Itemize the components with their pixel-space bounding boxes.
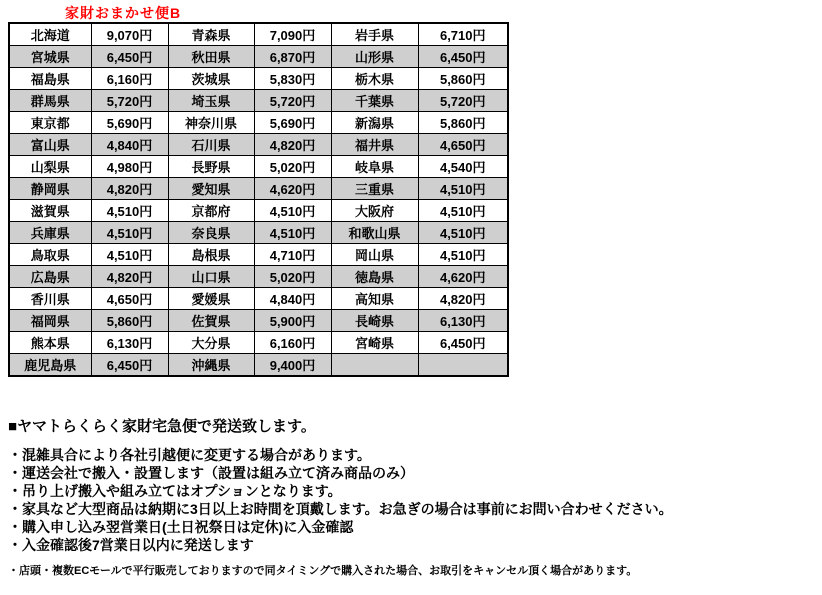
price-cell: 9,070円 — [91, 23, 168, 46]
prefecture-cell: 徳島県 — [331, 266, 418, 288]
prefecture-cell: 山梨県 — [9, 156, 91, 178]
prefecture-cell: 静岡県 — [9, 178, 91, 200]
price-cell: 4,510円 — [418, 200, 508, 222]
prefecture-cell: 千葉県 — [331, 90, 418, 112]
prefecture-cell: 東京都 — [9, 112, 91, 134]
price-cell: 5,860円 — [418, 112, 508, 134]
price-cell: 4,820円 — [91, 178, 168, 200]
shipping-fee-table — [8, 22, 509, 377]
prefecture-cell: 長野県 — [168, 156, 254, 178]
prefecture-cell: 愛知県 — [168, 178, 254, 200]
note-bullet: ・混雑具合により各社引越便に変更する場合があります。 — [8, 447, 371, 463]
table-row — [9, 112, 508, 134]
prefecture-cell: 神奈川県 — [168, 112, 254, 134]
note-bullet: ・購入申し込み翌営業日(土日祝祭日は定休)に入金確認 — [8, 519, 354, 535]
prefecture-cell: 愛媛県 — [168, 288, 254, 310]
price-cell: 4,540円 — [418, 156, 508, 178]
note-bullet: ・運送会社で搬入・設置します（設置は組み立て済み商品のみ） — [8, 465, 414, 481]
prefecture-cell: 福島県 — [9, 68, 91, 90]
prefecture-cell: 佐賀県 — [168, 310, 254, 332]
price-cell: 7,090円 — [254, 23, 331, 46]
prefecture-cell: 鹿児島県 — [9, 354, 91, 377]
price-cell: 4,510円 — [91, 244, 168, 266]
prefecture-cell: 山口県 — [168, 266, 254, 288]
price-cell: 6,160円 — [91, 68, 168, 90]
table-row — [9, 178, 508, 200]
price-cell: 6,450円 — [91, 354, 168, 377]
prefecture-cell: 熊本県 — [9, 332, 91, 354]
price-cell: 4,510円 — [254, 222, 331, 244]
prefecture-cell: 埼玉県 — [168, 90, 254, 112]
table-row — [9, 23, 508, 46]
price-cell: 5,020円 — [254, 266, 331, 288]
table-row — [9, 90, 508, 112]
prefecture-cell: 香川県 — [9, 288, 91, 310]
price-cell: 6,450円 — [418, 332, 508, 354]
shipping-table-title: 家財おまかせ便B — [65, 5, 182, 21]
table-row — [9, 310, 508, 332]
fine-print-note: ・店頭・複数ECモールで平行販売しておりますので同タイミングで購入された場合、お取引をキャンセル頂く場合があります。 — [8, 565, 638, 577]
table-row — [9, 46, 508, 68]
prefecture-cell: 奈良県 — [168, 222, 254, 244]
prefecture-cell: 大分県 — [168, 332, 254, 354]
price-cell: 4,510円 — [418, 178, 508, 200]
prefecture-cell: 群馬県 — [9, 90, 91, 112]
price-cell: 4,840円 — [91, 134, 168, 156]
prefecture-cell: 宮崎県 — [331, 332, 418, 354]
price-cell: 6,130円 — [91, 332, 168, 354]
table-row — [9, 354, 508, 377]
price-cell: 4,510円 — [418, 222, 508, 244]
price-cell: 5,720円 — [91, 90, 168, 112]
price-cell: 4,710円 — [254, 244, 331, 266]
prefecture-cell: 北海道 — [9, 23, 91, 46]
price-cell: 5,720円 — [418, 90, 508, 112]
prefecture-cell: 広島県 — [9, 266, 91, 288]
table-row — [9, 222, 508, 244]
shipping-fee-table-body — [9, 23, 508, 376]
price-cell: 5,830円 — [254, 68, 331, 90]
table-row — [9, 332, 508, 354]
price-cell: 5,690円 — [91, 112, 168, 134]
prefecture-cell: 長崎県 — [331, 310, 418, 332]
prefecture-cell: 滋賀県 — [9, 200, 91, 222]
price-cell: 6,710円 — [418, 23, 508, 46]
price-cell: 4,840円 — [254, 288, 331, 310]
shipping-notes — [8, 415, 818, 578]
prefecture-cell: 京都府 — [168, 200, 254, 222]
price-cell: 4,650円 — [91, 288, 168, 310]
price-cell: 6,160円 — [254, 332, 331, 354]
prefecture-cell: 岡山県 — [331, 244, 418, 266]
price-cell: 4,620円 — [254, 178, 331, 200]
prefecture-cell: 沖縄県 — [168, 354, 254, 377]
price-cell: 6,450円 — [418, 46, 508, 68]
note-bullet: ・入金確認後7営業日以内に発送します — [8, 537, 254, 553]
notes-list — [8, 446, 818, 554]
price-cell: 4,510円 — [91, 222, 168, 244]
price-cell: 4,820円 — [254, 134, 331, 156]
price-cell: 4,510円 — [91, 200, 168, 222]
prefecture-cell: 高知県 — [331, 288, 418, 310]
price-cell: 5,860円 — [91, 310, 168, 332]
prefecture-cell: 兵庫県 — [9, 222, 91, 244]
prefecture-cell: 島根県 — [168, 244, 254, 266]
price-cell: 4,820円 — [418, 288, 508, 310]
prefecture-cell: 富山県 — [9, 134, 91, 156]
table-row — [9, 134, 508, 156]
price-cell: 5,720円 — [254, 90, 331, 112]
prefecture-cell: 和歌山県 — [331, 222, 418, 244]
price-cell: 4,510円 — [418, 244, 508, 266]
prefecture-cell: 秋田県 — [168, 46, 254, 68]
note-bullet: ・家具など大型商品は納期に3日以上お時間を頂戴します。お急ぎの場合は事前にお問い合わせください。 — [8, 501, 673, 517]
prefecture-cell: 茨城県 — [168, 68, 254, 90]
prefecture-cell: 宮城県 — [9, 46, 91, 68]
notes-heading: ■ヤマトらくらく家財宅急便で発送致します。 — [8, 418, 316, 435]
price-cell: 5,860円 — [418, 68, 508, 90]
prefecture-cell: 新潟県 — [331, 112, 418, 134]
prefecture-cell: 岐阜県 — [331, 156, 418, 178]
price-cell: 4,650円 — [418, 134, 508, 156]
prefecture-cell: 鳥取県 — [9, 244, 91, 266]
price-cell: 4,510円 — [254, 200, 331, 222]
table-row — [9, 200, 508, 222]
prefecture-cell: 福井県 — [331, 134, 418, 156]
table-row — [9, 244, 508, 266]
price-cell: 4,620円 — [418, 266, 508, 288]
prefecture-cell: 大阪府 — [331, 200, 418, 222]
prefecture-cell: 三重県 — [331, 178, 418, 200]
note-bullet: ・吊り上げ搬入や組み立てはオプションとなります。 — [8, 483, 342, 499]
table-row — [9, 288, 508, 310]
prefecture-cell: 山形県 — [331, 46, 418, 68]
table-row — [9, 266, 508, 288]
prefecture-cell: 福岡県 — [9, 310, 91, 332]
prefecture-cell: 栃木県 — [331, 68, 418, 90]
prefecture-cell — [331, 354, 418, 377]
prefecture-cell: 石川県 — [168, 134, 254, 156]
price-cell: 5,690円 — [254, 112, 331, 134]
prefecture-cell: 青森県 — [168, 23, 254, 46]
table-row — [9, 68, 508, 90]
price-cell: 5,900円 — [254, 310, 331, 332]
price-cell: 4,820円 — [91, 266, 168, 288]
price-cell: 5,020円 — [254, 156, 331, 178]
prefecture-cell: 岩手県 — [331, 23, 418, 46]
price-cell: 4,980円 — [91, 156, 168, 178]
table-row — [9, 156, 508, 178]
price-cell — [418, 354, 508, 377]
price-cell: 9,400円 — [254, 354, 331, 377]
price-cell: 6,870円 — [254, 46, 331, 68]
price-cell: 6,450円 — [91, 46, 168, 68]
price-cell: 6,130円 — [418, 310, 508, 332]
